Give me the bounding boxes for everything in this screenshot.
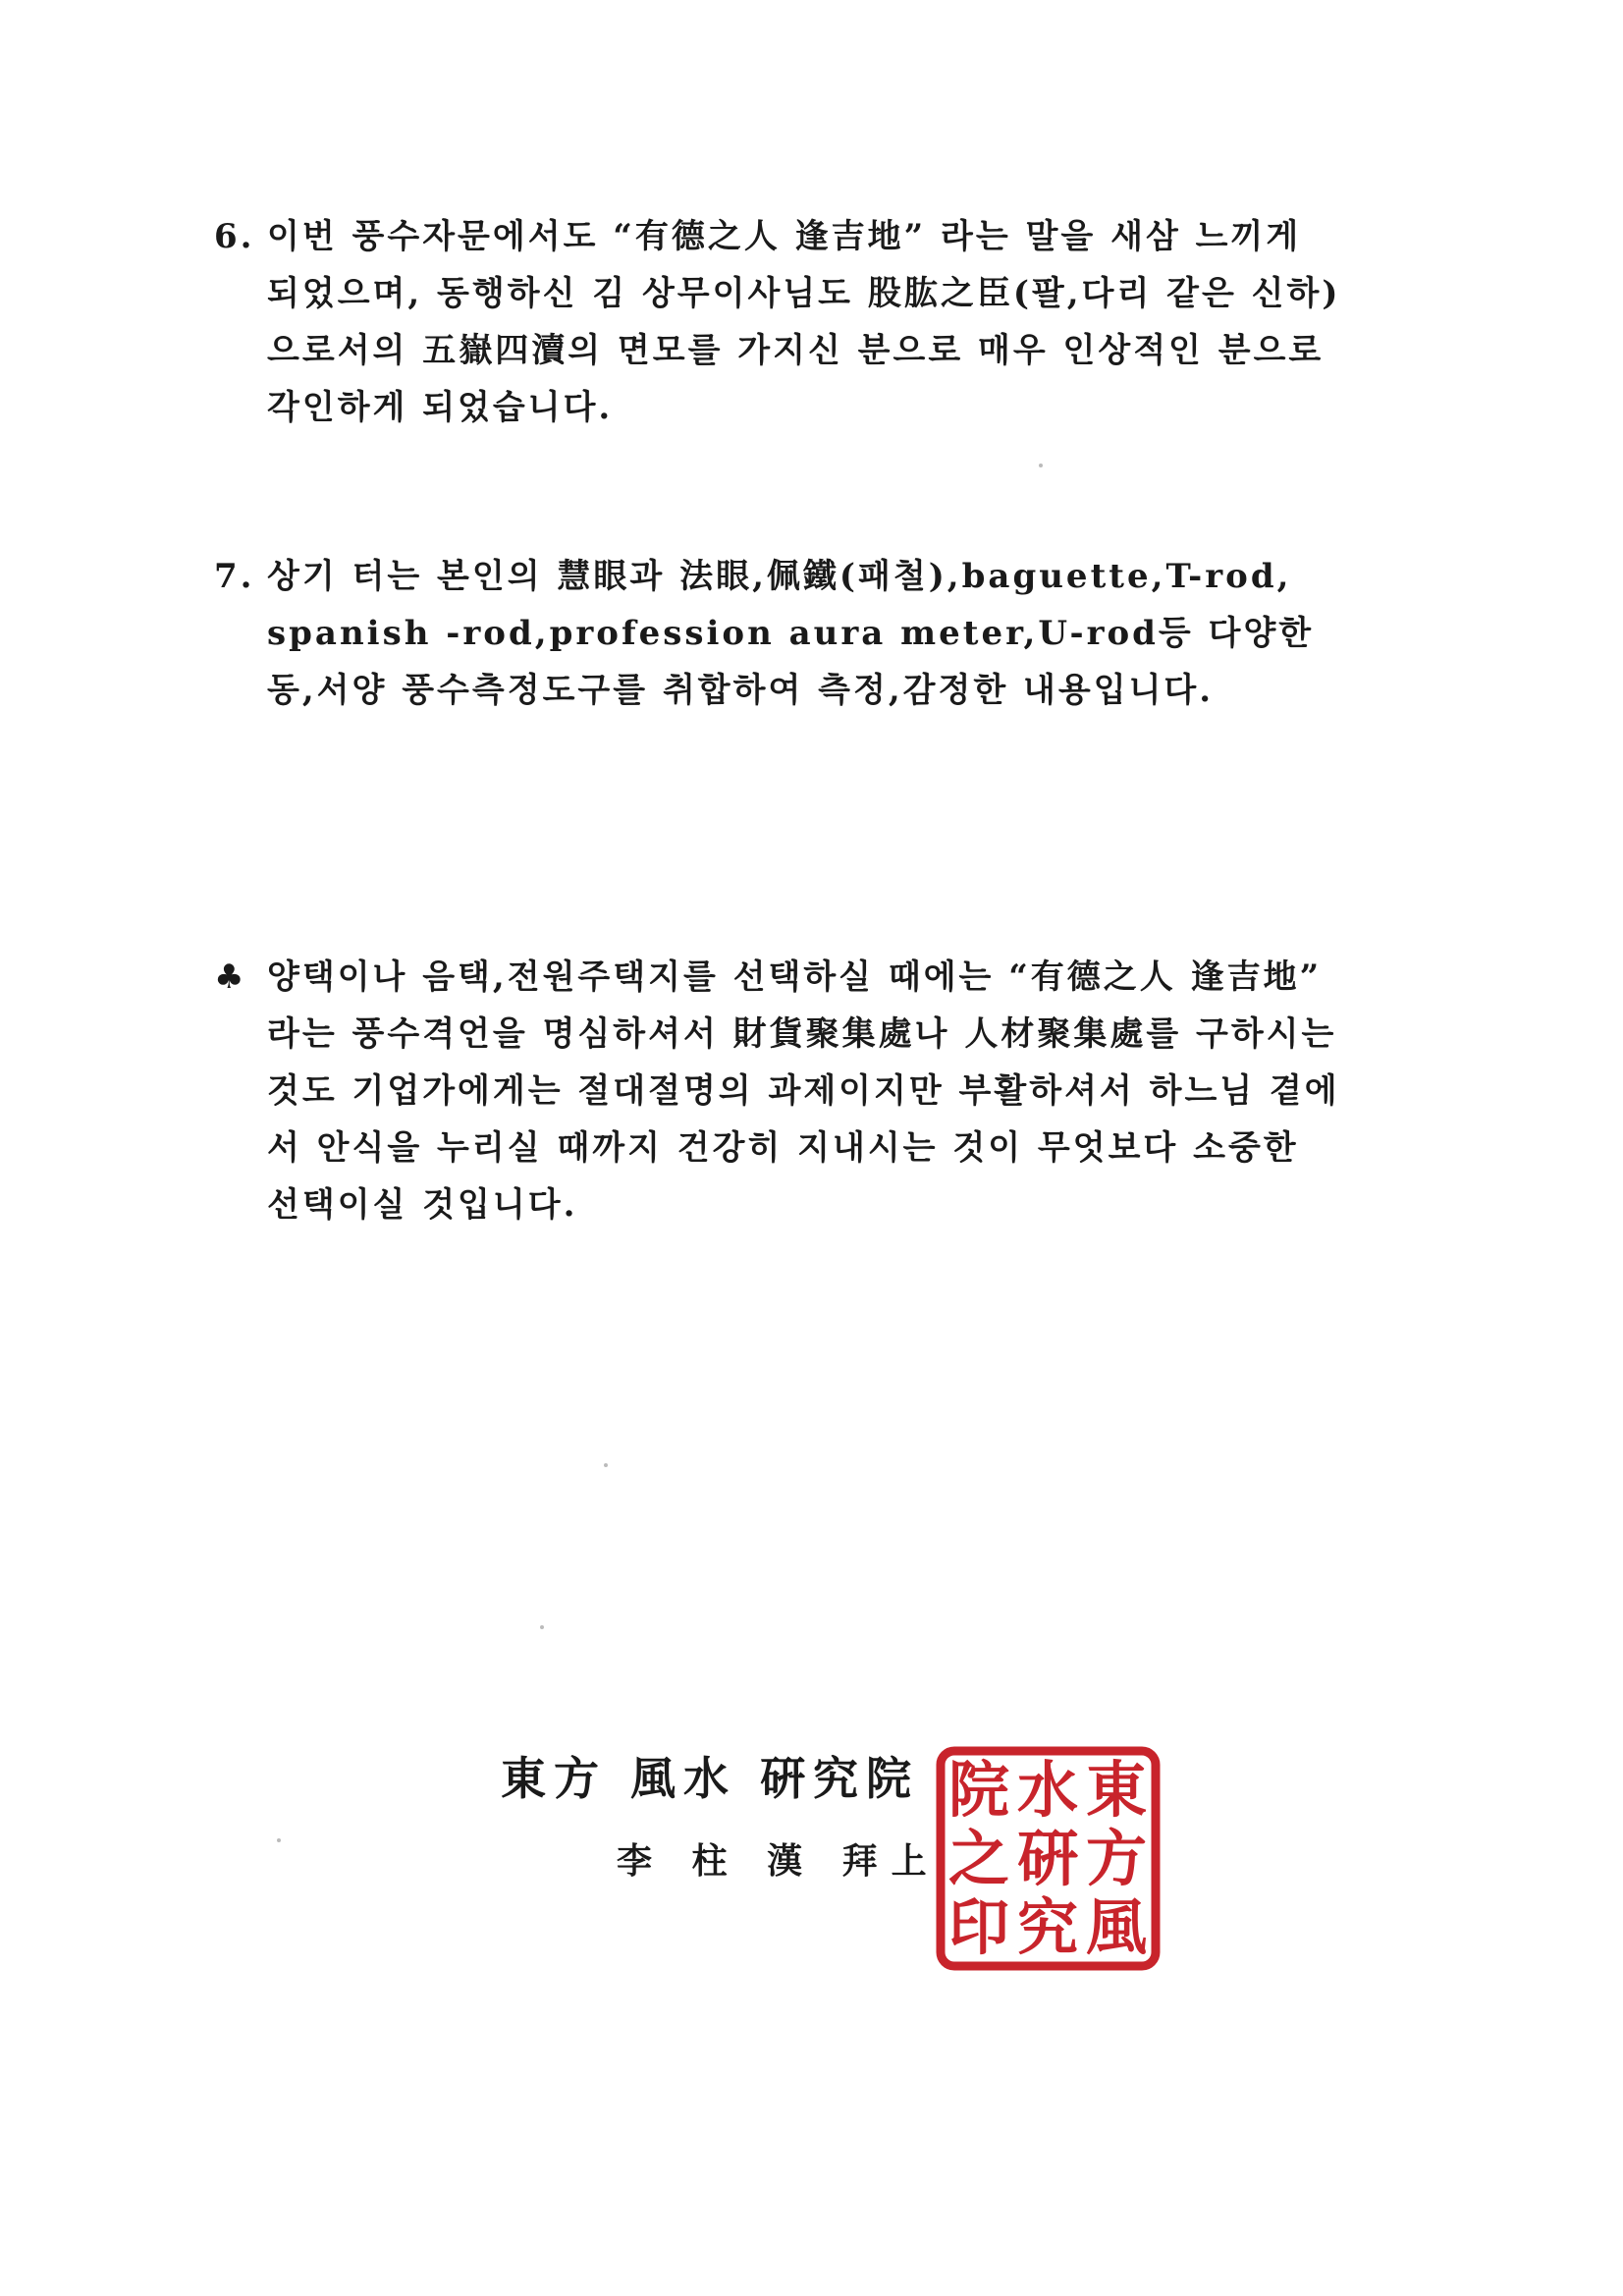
club-icon: ♣ xyxy=(214,957,247,997)
paragraph-line: 되었으며, 동행하신 김 상무이사님도 股肱之臣(팔,다리 같은 신하) xyxy=(267,274,1341,313)
scan-speck xyxy=(540,1625,544,1629)
seal-character: 東 xyxy=(1085,1754,1148,1826)
paragraph-line: 것도 기업가에게는 절대절명의 과제이지만 부활하셔서 하느님 곁에 xyxy=(267,1071,1340,1111)
paragraph-line: 서 안식을 누리실 때까지 건강히 지내시는 것이 무엇보다 소중한 xyxy=(267,1128,1299,1168)
seal-character: 之 xyxy=(947,1823,1010,1894)
line-text: 양택이나 음택,전원주택지를 선택하실 때에는 “有德之人 逢吉地” xyxy=(267,957,1323,997)
paragraph-line: 선택이실 것입니다. xyxy=(267,1185,578,1225)
paragraph-item-7 xyxy=(214,548,1392,719)
paragraph-line: 동,서양 풍수측정도구를 취합하여 측정,감정한 내용입니다. xyxy=(267,671,1215,710)
scan-speck xyxy=(277,1838,281,1842)
paragraph-line xyxy=(214,208,1392,265)
line-text: 상기 터는 본인의 慧眼과 法眼,佩鐵(패철),baguette,T-rod, xyxy=(267,557,1292,596)
closing-note xyxy=(214,949,1392,1233)
signature-block xyxy=(501,1743,1188,1969)
line-text: 이번 풍수자문에서도 “有德之人 逢吉地” 라는 말을 새삼 느끼게 xyxy=(267,217,1302,256)
paragraph-line: spanish -rod,profession aura meter,U-rod등 다양한 xyxy=(267,614,1315,653)
paragraph-line: 라는 풍수격언을 명심하셔서 財貨聚集處나 人材聚集處를 구하시는 xyxy=(267,1014,1337,1054)
seal-character: 硏 xyxy=(1016,1823,1079,1894)
paragraph-line: 으로서의 五嶽四瀆의 면모를 가지신 분으로 매우 인상적인 분으로 xyxy=(267,331,1325,370)
item-number: 6. xyxy=(214,217,255,256)
seal-stamp xyxy=(933,1743,1163,1974)
seal-character: 水 xyxy=(1016,1754,1079,1826)
scan-speck xyxy=(604,1463,608,1467)
seal-character: 印 xyxy=(947,1891,1010,1963)
scan-speck xyxy=(1039,464,1043,467)
seal-character: 風 xyxy=(1085,1891,1148,1963)
paragraph-line xyxy=(214,949,1392,1006)
seal-character: 方 xyxy=(1085,1823,1148,1894)
author-name: 李 柱 漢 拜上 xyxy=(617,1840,941,1882)
paragraph-item-6 xyxy=(214,208,1392,436)
paragraph-line: 각인하게 되었습니다. xyxy=(267,388,614,427)
seal-character: 院 xyxy=(947,1754,1010,1826)
seal-character: 究 xyxy=(1016,1891,1079,1963)
paragraph-line xyxy=(214,548,1392,605)
organization-name: 東方 風水 硏究院 xyxy=(501,1752,920,1805)
item-number: 7. xyxy=(214,557,255,596)
